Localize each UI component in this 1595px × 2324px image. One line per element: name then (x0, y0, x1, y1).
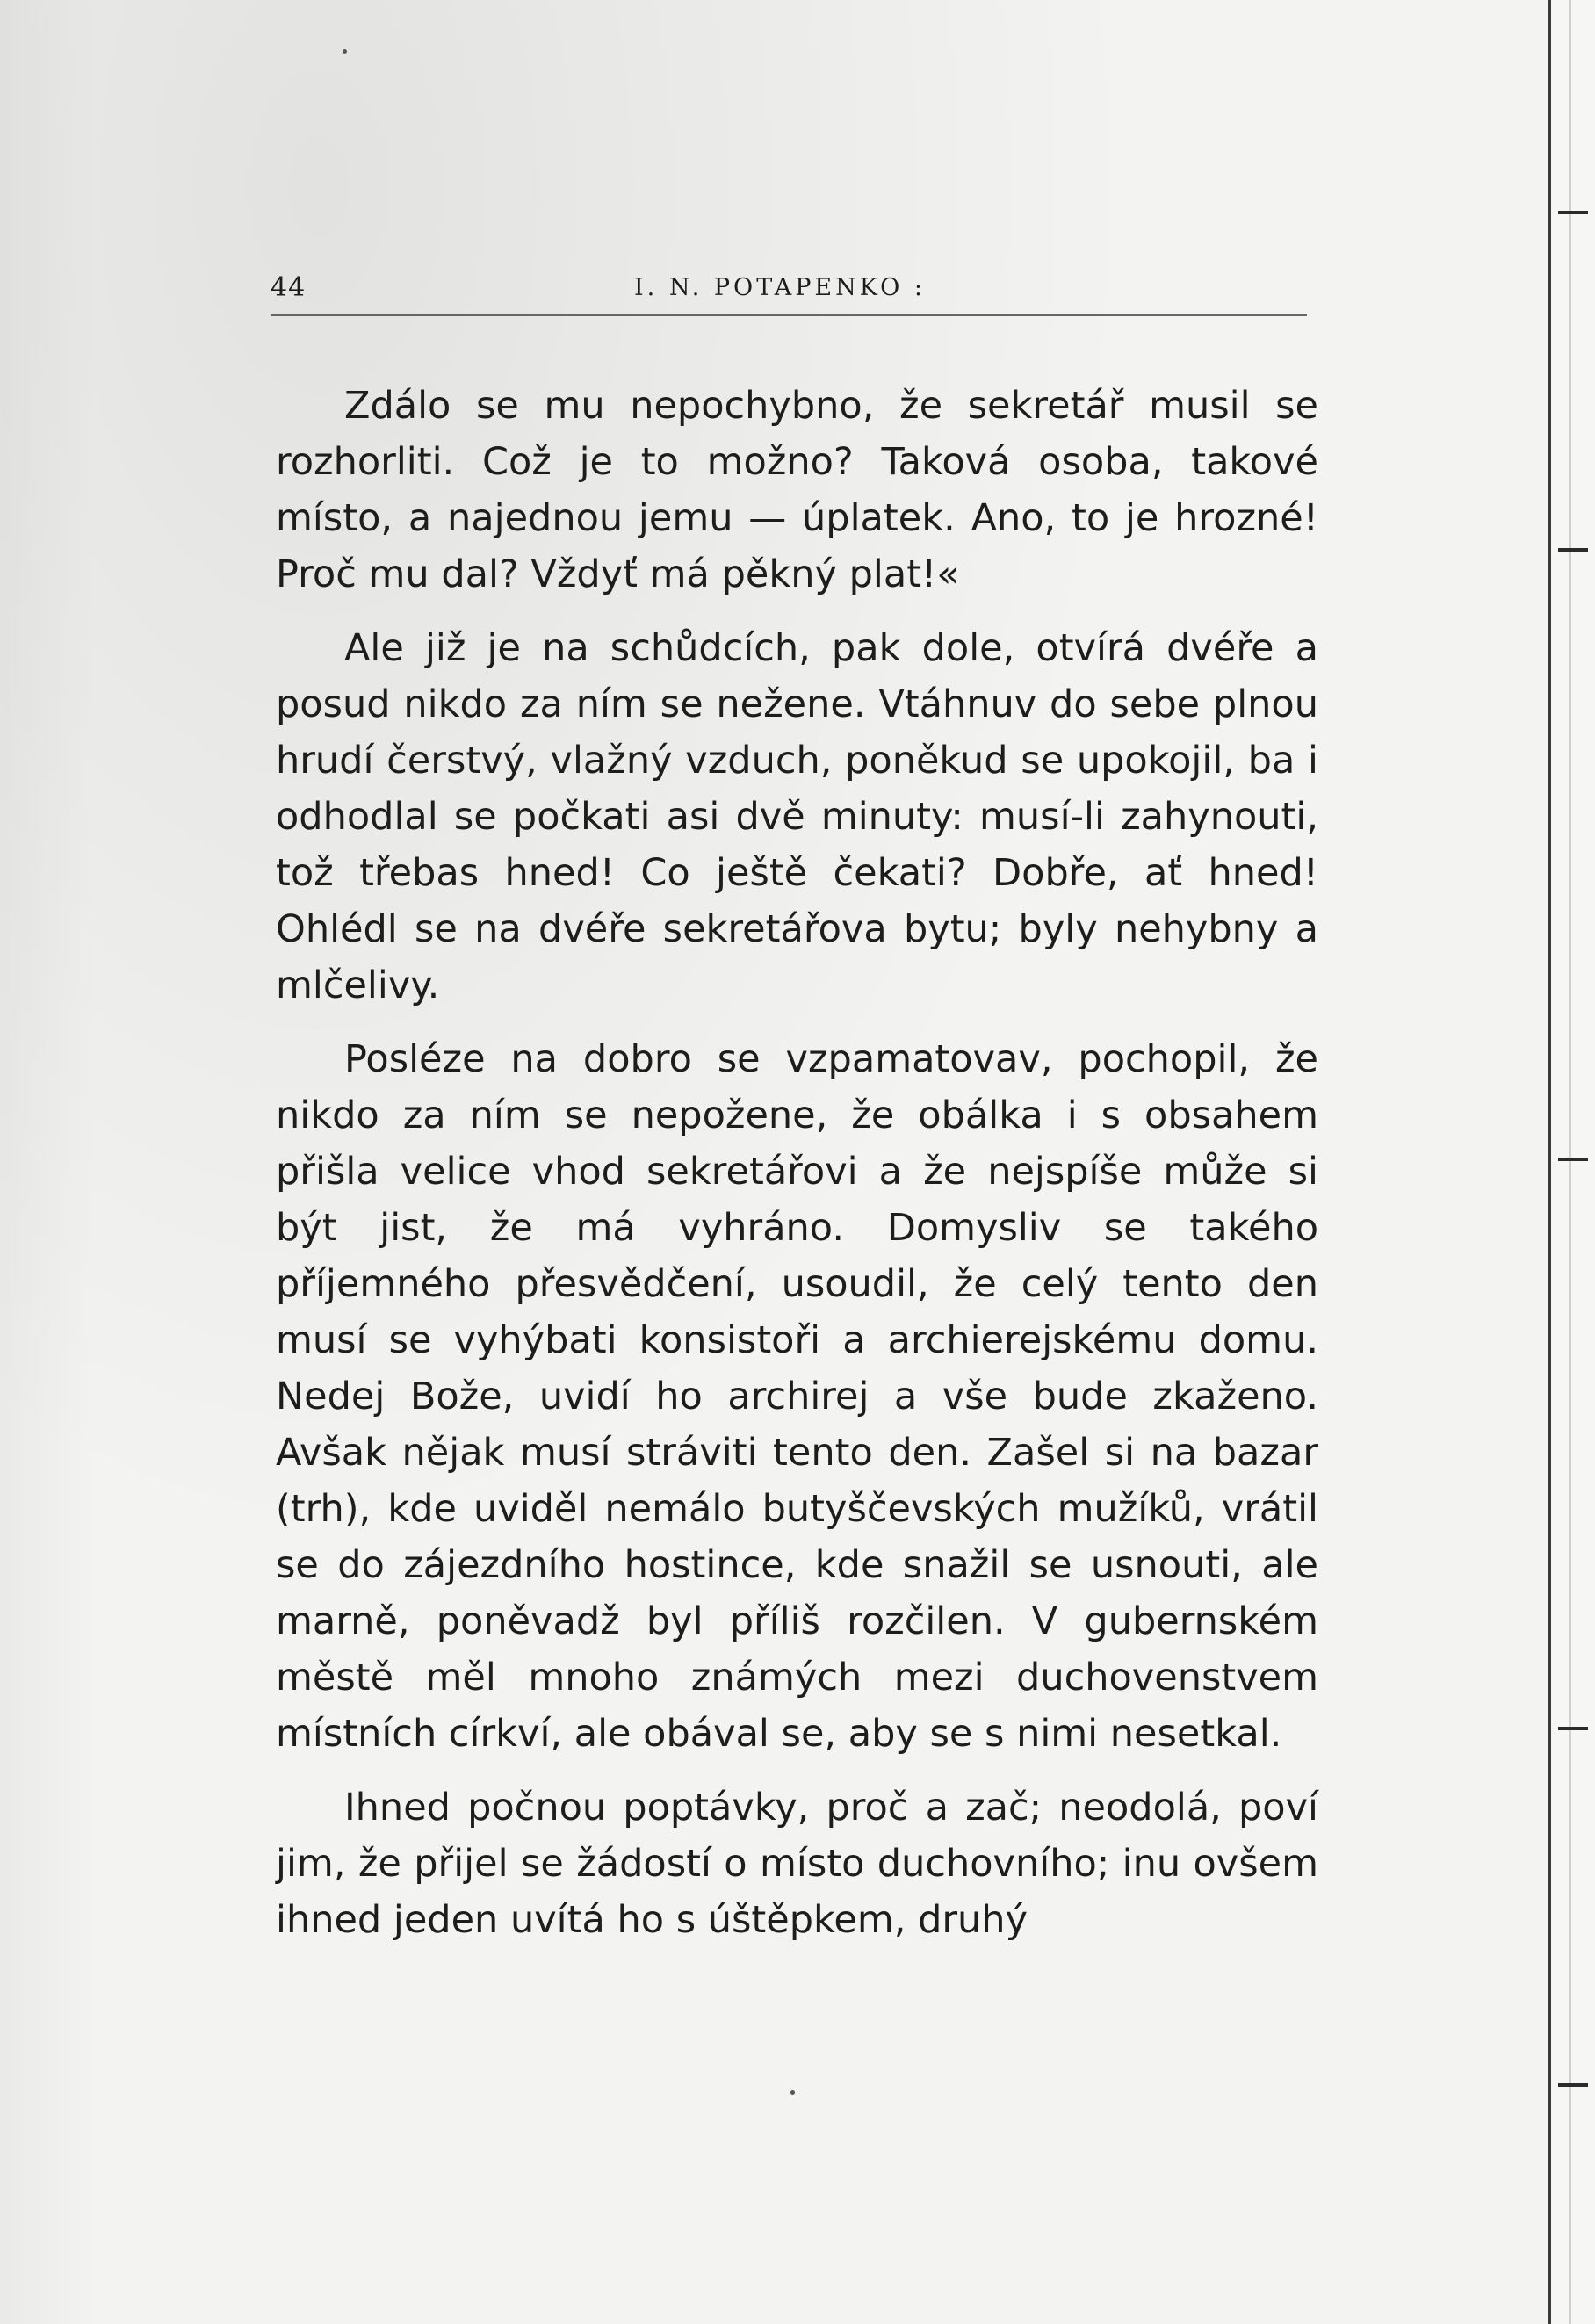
edge-mark (1558, 1158, 1588, 1161)
scan-speck (790, 2090, 795, 2095)
edge-line (1569, 0, 1571, 2324)
paragraph-2: Ale již je na schůdcích, pak dole, otvírá dvéře a posud nikdo za ním se nežene. Vtáhnuv do sebe plnou hrudí čerstvý, vlažný vzduch, poněkud se upokojil, ba i odhodlal se počkati asi dvě minuty: musí-li zahynouti, tož třebas hned! Co ještě čekati? Dobře, ať hned! Ohlédl se na dvéře sekretářova bytu; byly nehybny a mlčelivy. (276, 626, 1318, 1007)
body-text (276, 378, 1318, 1948)
scan-speck (343, 49, 347, 54)
edge-mark (1558, 2083, 1588, 2087)
paragraph-1: Zdálo se mu nepochybno, že sekretář musil se rozhorliti. Což je to možno? Taková osoba, takové místo, a najednou jemu — úplatek. Ano, to je hrozné! Proč mu dal? Vždyť má pěkný plat!« (276, 384, 1318, 596)
paragraph-4: Ihned počnou poptávky, proč a zač; neodolá, poví jim, že přijel se žádostí o místo duchovního; inu ovšem ihned jeden uvítá ho s úštěpkem, druhý (276, 1786, 1318, 1942)
page-number: 44 (271, 272, 307, 303)
edge-mark (1558, 548, 1588, 552)
paragraph-3: Posléze na dobro se vzpamatovav, pochopil, že nikdo za ním se nepožene, že obálka i s obsahem přišla velice vhod sekretářovi a že nejspíše může si být jist, že má vyhráno. Domysliv se takého příjemného přesvědčení, usoudil, že celý tento den musí se vyhýbati konsistoři a archierejskému domu. Nedej Bože, uvidí ho archirej a vše bude zkaženo. Avšak nějak musí stráviti tento den. Zašel si na bazar (trh), kde uviděl nemálo butyščevských mužíků, vrátil se do zájezdního hostince, kde snažil se usnouti, ale marně, poněvadž byl příliš rozčilen. V gubernském městě měl mnoho známých mezi duchovenstvem místních církví, ale obával se, aby se s nimi nesetkal. (276, 1037, 1318, 1756)
running-head: I. N. POTAPENKO : (634, 274, 926, 301)
edge-mark (1558, 211, 1588, 214)
edge-mark (1558, 1727, 1588, 1730)
scan-edge-strip (1548, 0, 1595, 2324)
page-header (271, 272, 1307, 316)
